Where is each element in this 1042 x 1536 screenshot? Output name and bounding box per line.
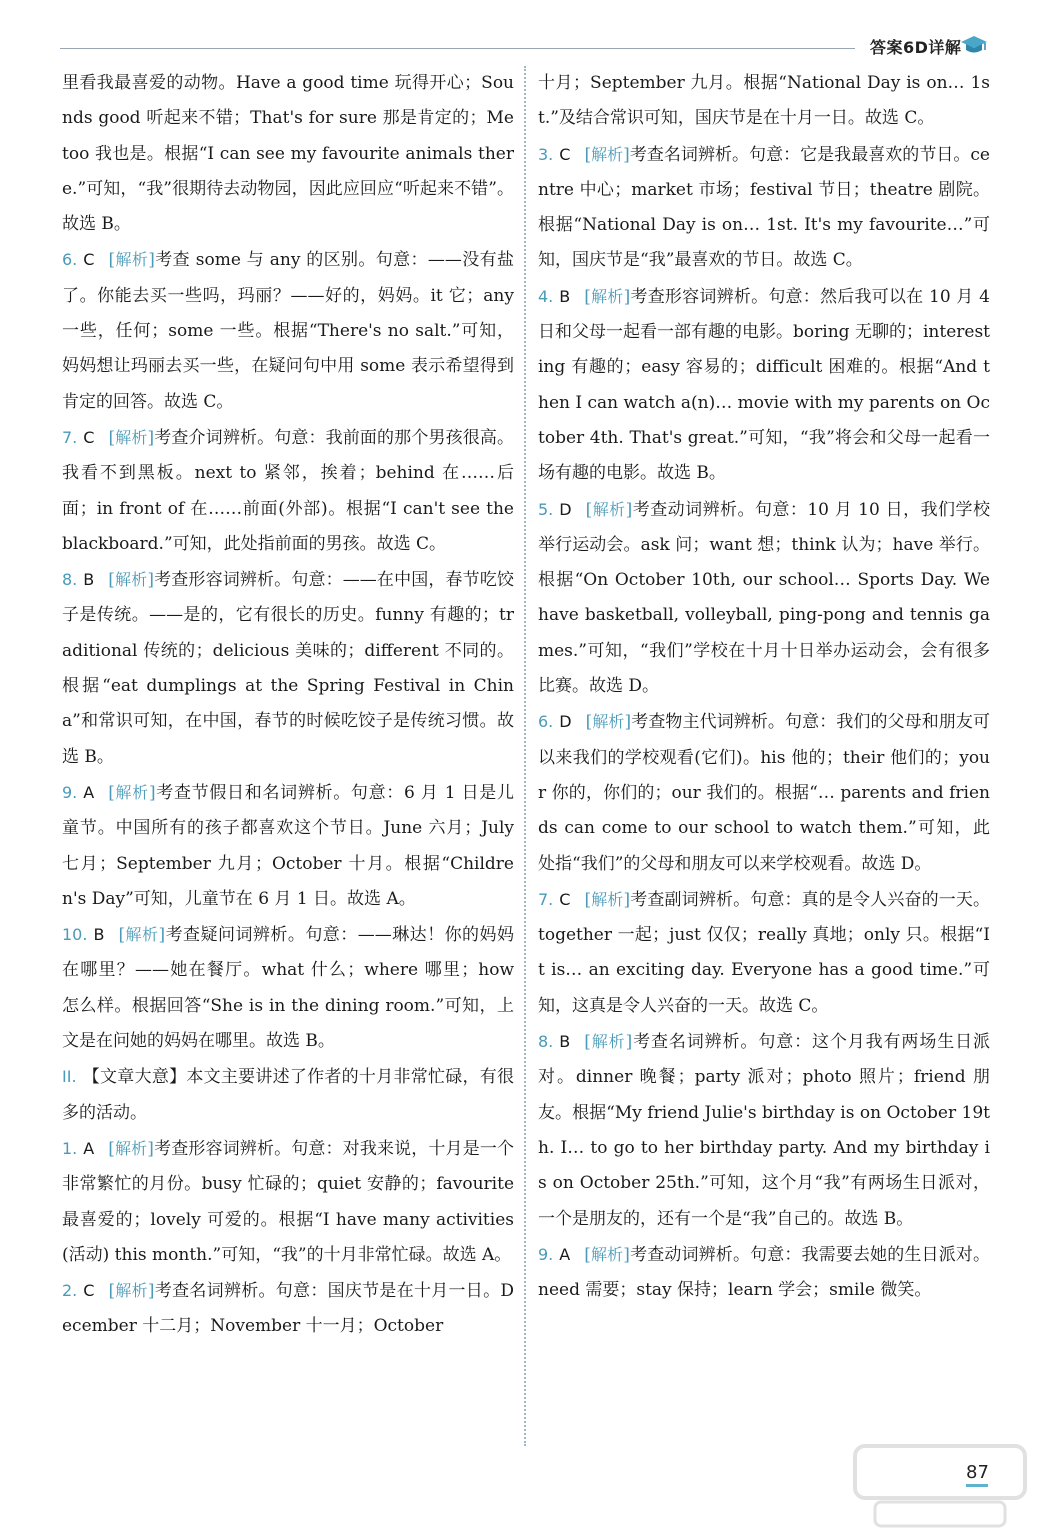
analysis-tag: 解析 bbox=[115, 427, 148, 447]
answer-letter: C bbox=[559, 144, 571, 164]
answer-text: 考查 some 与 any 的区别。句意：——没有盐了。你能去买一些吗，玛丽？——好的，妈妈。it 它；any 一些，任何；some 一些。根据“There's no salt.”可知，妈妈想让玛丽去买一些，在疑问句中用 some 表示希望得到肯定的回答。故选 C。 bbox=[62, 250, 514, 412]
answer-item bbox=[62, 1273, 514, 1345]
answer-text: 考查副词辨析。句意：真的是令人兴奋的一天。together 一起；just 仅仅；really 真地；only 只。根据“It is… an exciting day. Everyone has a good time.”可知，这真是令人兴奋的一天。故选 C。 bbox=[538, 889, 990, 1016]
answer-item bbox=[538, 492, 990, 705]
question-number: 6. bbox=[62, 250, 78, 270]
answer-item bbox=[62, 775, 514, 917]
tag-bracket-close: ] bbox=[623, 144, 630, 165]
answer-item bbox=[62, 917, 514, 1059]
answer-letter: C bbox=[559, 889, 571, 909]
tag-bracket-close: ] bbox=[623, 889, 631, 910]
question-number: 1. bbox=[62, 1138, 78, 1158]
right-column bbox=[538, 66, 990, 1308]
question-number: 2. bbox=[62, 1281, 78, 1301]
answer-text: 十月；September 九月。根据“National Day is on… 1st.”及结合常识可知，国庆节是在十月一日。故选 C。 bbox=[538, 73, 990, 129]
tag-bracket-open: [ bbox=[108, 1138, 115, 1159]
answer-text: 【文章大意】本文主要讲述了作者的十月非常忙碌，有很多的活动。 bbox=[62, 1067, 514, 1123]
page-number: 87 bbox=[966, 1462, 989, 1483]
tag-bracket-close: ] bbox=[147, 1281, 155, 1302]
analysis-tag: 解析 bbox=[114, 782, 149, 802]
question-number: 5. bbox=[538, 499, 554, 519]
tag-bracket-close: ] bbox=[625, 499, 633, 520]
answer-text: 里看我最喜爱的动物。Have a good time 玩得开心；Sounds good 听起来不错；That's for sure 那是肯定的；Me too 我也是。根据“I can see my favourite animals there.”可知，“我”很期待去动物园，因此应回应“听起来不错”。故选 B。 bbox=[62, 73, 514, 235]
tag-bracket-open: [ bbox=[584, 286, 591, 307]
tag-bracket-open: [ bbox=[585, 499, 593, 520]
question-number: II. bbox=[62, 1067, 77, 1087]
tag-bracket-close: ] bbox=[147, 1138, 154, 1159]
answer-item bbox=[538, 1237, 990, 1309]
tag-bracket-close: ] bbox=[623, 286, 631, 307]
tag-bracket-close: ] bbox=[148, 250, 155, 271]
tag-bracket-open: [ bbox=[108, 1281, 116, 1302]
tag-bracket-close: ] bbox=[147, 427, 155, 448]
answer-item bbox=[538, 137, 990, 279]
tag-bracket-close: ] bbox=[158, 925, 166, 946]
answer-item bbox=[538, 66, 990, 137]
tag-bracket-close: ] bbox=[623, 1244, 630, 1265]
analysis-tag: 解析 bbox=[114, 1138, 148, 1158]
answer-item bbox=[62, 420, 514, 562]
answer-text: 考查动词辨析。句意：10 月 10 日，我们学校举行运动会。ask 问；want 想；think 认为；have 举行。根据“On October 10th, our school… Sports Day. We have basketball, volleyball, ping-pong and tennis games.”可知，“我们”学校在十月十日举办运动会，会有很多比赛。故选 D。 bbox=[538, 499, 990, 697]
tag-bracket-close: ] bbox=[625, 1032, 633, 1053]
tag-bracket-open: [ bbox=[584, 1032, 591, 1053]
question-number: 4. bbox=[538, 286, 554, 306]
tag-bracket-close: ] bbox=[147, 570, 154, 591]
analysis-tag: 解析 bbox=[115, 1281, 148, 1301]
answer-item bbox=[538, 882, 990, 1024]
column-divider bbox=[524, 66, 526, 1446]
answer-text: 考查物主代词辨析。句意：我们的父母和朋友可以来我们的学校观看(它们)。his 他的；their 他们的；your 你的，你们的；our 我们的。根据“… parents and friends can come to our school to watch them.”可知，此处指“我们”的父母和朋友可以来学校观看。故选 D。 bbox=[538, 712, 990, 874]
tag-bracket-open: [ bbox=[118, 925, 126, 946]
analysis-tag: 解析 bbox=[591, 144, 624, 164]
graduation-cap-icon bbox=[960, 34, 988, 56]
answer-text: 考查介词辨析。句意：我前面的那个男孩很高。我看不到黑板。next to 紧邻，挨着；behind 在……后面；in front of 在……前面(外部)。根据“I can't see the blackboard.”可知，此处指前面的男孩。故选 C。 bbox=[62, 427, 514, 554]
answer-text: 考查疑问词辨析。句意：——琳达！你的妈妈在哪里？——她在餐厅。what 什么；where 哪里；how 怎么样。根据回答“She is in the dining room.”可知，上文是在问她的妈妈在哪里。故选 B。 bbox=[62, 925, 514, 1052]
answer-letter: C bbox=[83, 1281, 95, 1301]
left-column bbox=[62, 66, 514, 1345]
analysis-tag: 解析 bbox=[125, 925, 159, 945]
question-number: 7. bbox=[538, 889, 554, 909]
analysis-tag: 解析 bbox=[590, 286, 624, 306]
question-number: 8. bbox=[538, 1032, 554, 1052]
answer-item bbox=[62, 1059, 514, 1131]
answer-letter: C bbox=[83, 250, 95, 270]
answer-letter: C bbox=[83, 427, 95, 447]
question-number: 9. bbox=[538, 1244, 554, 1264]
tag-bracket-open: [ bbox=[108, 427, 116, 448]
tag-bracket-open: [ bbox=[108, 570, 115, 591]
answer-letter: B bbox=[559, 1032, 571, 1052]
answer-text: 考查名词辨析。句意：这个月我有两场生日派对。dinner 晚餐；party 派对；photo 照片；friend 朋友。根据“My friend Julie's birthday is on October 19th. I… to go to her birthday party. And my birthday is on October 25th.”可知，这个月“我”有两场生日派对，一个是朋友的，还有一个是“我”自己的。故选 B。 bbox=[538, 1032, 990, 1229]
header-title: 答案6D详解 bbox=[870, 38, 962, 57]
answer-item bbox=[62, 66, 514, 242]
answer-text: 考查形容词辨析。句意：然后我可以在 10 月 4 日和父母一起看一部有趣的电影。boring 无聊的；interesting 有趣的；easy 容易的；difficult 困难的。根据“And then I can watch a(n)… movie with my parents on October 4th. That's great.”可知，“我”将会和父母一起看一场有趣的电影。故选 B。 bbox=[538, 286, 990, 484]
answer-letter: A bbox=[83, 1138, 95, 1158]
answer-text: 考查动词辨析。句意：我需要去她的生日派对。need 需要；stay 保持；learn 学会；smile 微笑。 bbox=[538, 1244, 990, 1301]
answer-text: 考查形容词辨析。句意：对我来说，十月是一个非常繁忙的月份。busy 忙碌的；quiet 安静的；favourite 最喜爱的；lovely 可爱的。根据“I have many activities(活动) this month.”可知，“我”的十月非常忙碌。故选 A。 bbox=[62, 1138, 514, 1265]
answer-letter: B bbox=[83, 570, 95, 590]
tag-bracket-open: [ bbox=[584, 144, 592, 165]
analysis-tag: 解析 bbox=[590, 1244, 624, 1264]
answer-item bbox=[538, 1024, 990, 1237]
answer-item bbox=[538, 704, 990, 881]
analysis-tag: 解析 bbox=[592, 712, 625, 732]
answer-letter: B bbox=[559, 286, 571, 306]
answer-letter: D bbox=[559, 712, 572, 732]
answer-letter: B bbox=[93, 925, 105, 945]
analysis-tag: 解析 bbox=[115, 250, 149, 270]
answer-letter: A bbox=[83, 782, 95, 802]
tag-bracket-open: [ bbox=[585, 712, 593, 733]
tag-bracket-open: [ bbox=[584, 1244, 591, 1265]
answer-text: 考查节假日和名词辨析。句意：6 月 1 日是儿童节。中国所有的孩子都喜欢这个节日。June 六月；July 七月；September 九月；October 十月。根据“Children's Day”可知，儿童节在 6 月 1 日。故选 A。 bbox=[62, 782, 514, 909]
watermark-logo-icon bbox=[845, 1440, 1035, 1532]
tag-bracket-open: [ bbox=[108, 782, 115, 803]
question-number: 9. bbox=[62, 782, 78, 802]
tag-bracket-close: ] bbox=[624, 712, 632, 733]
question-number: 10. bbox=[62, 925, 88, 945]
answer-item bbox=[538, 279, 990, 492]
answer-text: 考查名词辨析。句意：国庆节是在十月一日。December 十二月；November 十一月；October bbox=[62, 1281, 514, 1337]
tag-bracket-close: ] bbox=[148, 782, 156, 803]
header-rule bbox=[60, 48, 855, 49]
answer-item bbox=[62, 562, 514, 775]
question-number: 3. bbox=[538, 144, 554, 164]
analysis-tag: 解析 bbox=[114, 570, 148, 590]
question-number: 7. bbox=[62, 427, 78, 447]
analysis-tag: 解析 bbox=[590, 1032, 626, 1052]
analysis-tag: 解析 bbox=[591, 889, 624, 909]
analysis-tag: 解析 bbox=[592, 499, 626, 519]
answer-letter: A bbox=[559, 1244, 571, 1264]
question-number: 8. bbox=[62, 570, 78, 590]
answer-text: 考查名词辨析。句意：它是我最喜欢的节日。centre 中心；market 市场；festival 节日；theatre 剧院。根据“National Day is on… 1st. It's my favourite…”可知，国庆节是“我”最喜欢的节日。故选 C。 bbox=[538, 144, 990, 271]
answer-item bbox=[62, 1131, 514, 1273]
answer-text: 考查形容词辨析。句意：——在中国，春节吃饺子是传统。——是的，它有很长的历史。funny 有趣的；traditional 传统的；delicious 美味的；different 不同的。根据“eat dumplings at the Spring Festival in China”和常识可知，在中国，春节的时候吃饺子是传统习惯。故选 B。 bbox=[62, 570, 514, 767]
question-number: 6. bbox=[538, 712, 554, 732]
answer-item bbox=[62, 242, 514, 419]
answer-letter: D bbox=[559, 499, 572, 519]
tag-bracket-open: [ bbox=[108, 250, 116, 271]
tag-bracket-open: [ bbox=[584, 889, 592, 910]
